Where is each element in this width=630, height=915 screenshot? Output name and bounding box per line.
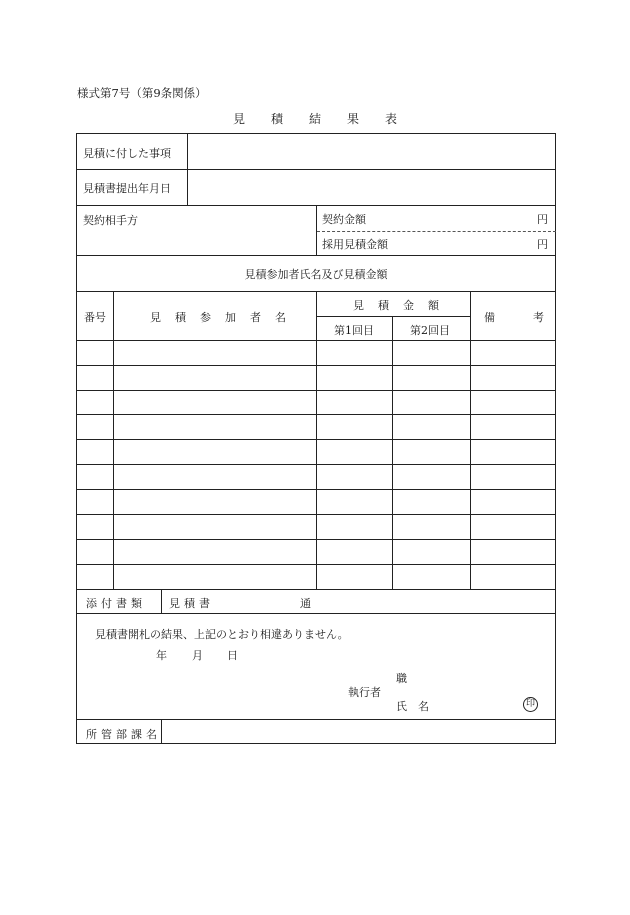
declaration-statement: 見積書開札の結果、上記のとおり相違ありません。 — [95, 628, 349, 641]
row-divider — [76, 589, 556, 590]
col-name-header: 見積参加者名 — [150, 311, 300, 324]
submit-date-label: 見積書提出年月日 — [83, 182, 171, 195]
contractor-amount-divider — [316, 205, 317, 255]
number-column-divider — [113, 291, 114, 589]
label-column-divider — [187, 133, 188, 205]
col-round1-header: 第1回目 — [334, 324, 374, 337]
row-divider — [76, 169, 556, 170]
round-column-divider — [392, 316, 393, 589]
col-amount-header: 見積金額 — [353, 299, 453, 312]
row-divider — [76, 719, 556, 720]
col-remarks-header: 備考 — [484, 311, 582, 324]
adopted-amount-yen: 円 — [537, 238, 548, 251]
contract-amount-label: 契約金額 — [322, 213, 366, 226]
col-number-header: 番号 — [84, 311, 106, 324]
remarks-column-divider — [470, 291, 471, 589]
col-round2-header: 第2回目 — [410, 324, 450, 337]
adopted-amount-label: 採用見積金額 — [322, 238, 388, 251]
name-label: 氏 名 — [396, 700, 429, 713]
amount-divider — [317, 231, 556, 232]
name-column-divider — [316, 291, 317, 589]
amount-subheader-divider — [316, 316, 470, 317]
row-divider — [76, 255, 556, 256]
participants-section-title: 見積参加者氏名及び見積金額 — [244, 268, 388, 281]
executor-label: 執行者 — [348, 686, 381, 699]
attachments-unit: 通 — [300, 597, 311, 610]
department-divider — [161, 719, 162, 744]
date-day: 日 — [227, 649, 238, 662]
seal-mark-icon: 印 — [523, 697, 538, 712]
position-label: 職 — [396, 672, 407, 685]
contractor-label: 契約相手方 — [83, 214, 138, 227]
subject-label: 見積に付した事項 — [83, 147, 171, 160]
contract-amount-yen: 円 — [537, 213, 548, 226]
attachments-label: 添付書類 — [86, 597, 146, 610]
department-label: 所管部課名 — [86, 728, 161, 741]
form-code: 様式第7号（第9条関係） — [77, 86, 207, 100]
date-month: 月 — [192, 649, 203, 662]
attachments-divider — [161, 589, 162, 613]
page-title: 見積結果表 — [232, 112, 423, 126]
row-divider — [76, 613, 556, 614]
attachments-item: 見積書 — [169, 597, 214, 610]
date-year: 年 — [156, 649, 167, 662]
